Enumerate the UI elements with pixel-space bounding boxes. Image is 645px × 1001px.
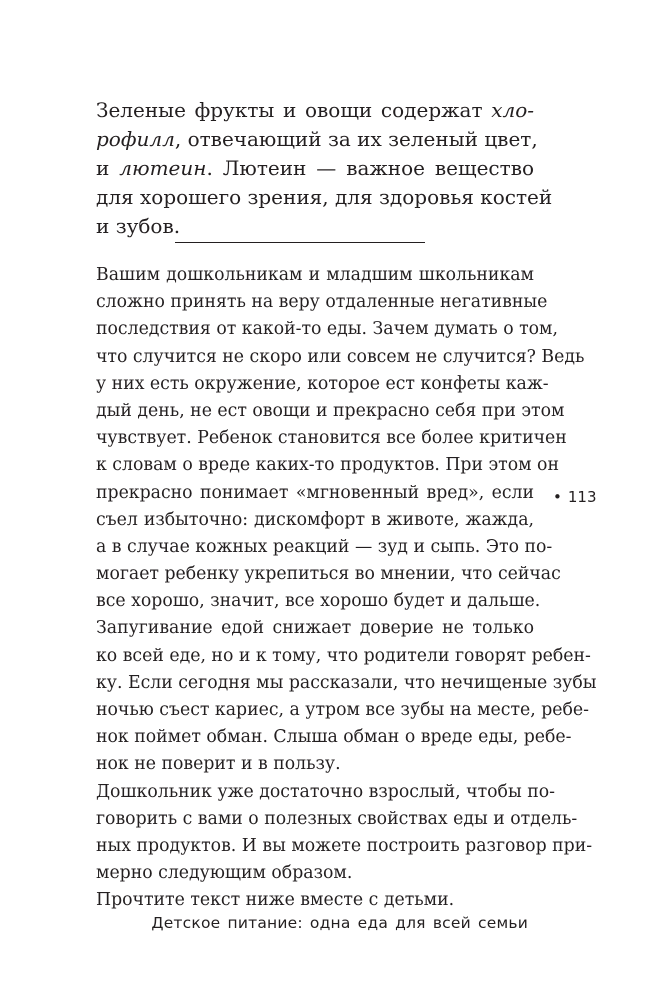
paragraph-4 bbox=[96, 887, 534, 914]
paragraph-3 bbox=[96, 779, 593, 888]
running-footer: Детское питание: одна еда для всей семьи bbox=[151, 914, 528, 932]
text-line: говорить с вами о полезных свойствах еды и отдель- bbox=[96, 808, 578, 829]
note-line: рофилл, отвечающий за их зеленый цвет, bbox=[96, 127, 538, 151]
text-line: ку. Если сегодня мы рассказали, что нечищеные зубы bbox=[96, 672, 597, 693]
text-line: прекрасно понимает «мгновенный вред», если bbox=[96, 482, 534, 503]
text-line: могает ребенку укрепиться во мнении, что сейчас bbox=[96, 564, 561, 585]
text-line: дый день, не ест овощи и прекрасно себя при этом bbox=[96, 400, 565, 421]
note-line: для хорошего зрения, для здоровья костей bbox=[96, 185, 553, 209]
text-line: нок не поверит и в пользу. bbox=[96, 754, 341, 775]
text-line: ночью съест кариес, а утром все зубы на месте, ребе- bbox=[96, 700, 589, 720]
text-line: съел избыточно: дискомфорт в животе, жажда, bbox=[96, 509, 534, 530]
note-line: Зеленые фрукты и овощи содержат хло- bbox=[96, 98, 534, 122]
text-line: Запугивание едой снижает доверие не только bbox=[96, 618, 534, 639]
page-number bbox=[553, 488, 597, 506]
text-line: у них есть окружение, которое ест конфеты каж- bbox=[96, 373, 549, 394]
text-line: Прочтите текст ниже вместе с детьми. bbox=[96, 890, 455, 911]
text-line: Вашим дошкольникам и младшим школьникам bbox=[96, 265, 534, 285]
text-line: Дошкольник уже достаточно взрослый, чтобы по- bbox=[96, 781, 555, 802]
text-line: к словам о вреде каких-то продуктов. При этом он bbox=[96, 455, 559, 476]
note-line: и лютеин. Лютеин — важное вещество bbox=[96, 156, 534, 180]
text-line: чувствует. Ребенок становится все более критичен bbox=[96, 428, 567, 449]
section-divider bbox=[175, 242, 425, 243]
page-number-value: 113 bbox=[567, 488, 597, 506]
text-line: мерно следующим образом. bbox=[96, 863, 353, 884]
note-line: и зубов. bbox=[96, 214, 181, 238]
text-line: сложно принять на веру отдаленные негативные bbox=[96, 292, 548, 313]
bullet-icon: • bbox=[553, 488, 562, 506]
text-line: все хорошо, значит, все хорошо будет и дальше. bbox=[96, 591, 541, 612]
chlorophyll-note bbox=[96, 96, 553, 241]
text-line: что случится не скоро или совсем не случится? Ведь bbox=[96, 346, 585, 367]
paragraph-2 bbox=[96, 615, 597, 778]
text-line: нок поймет обман. Слыша обман о вреде еды, ребе- bbox=[96, 727, 572, 748]
text-line: последствия от какой-то еды. Зачем думать о том, bbox=[96, 319, 558, 340]
text-line: ко всей еде, но и к тому, что родители говорят ребен- bbox=[96, 645, 591, 666]
text-line: ных продуктов. И вы можете построить разговор при- bbox=[96, 835, 593, 856]
text-line: а в случае кожных реакций — зуд и сыпь. Это по- bbox=[96, 536, 553, 557]
